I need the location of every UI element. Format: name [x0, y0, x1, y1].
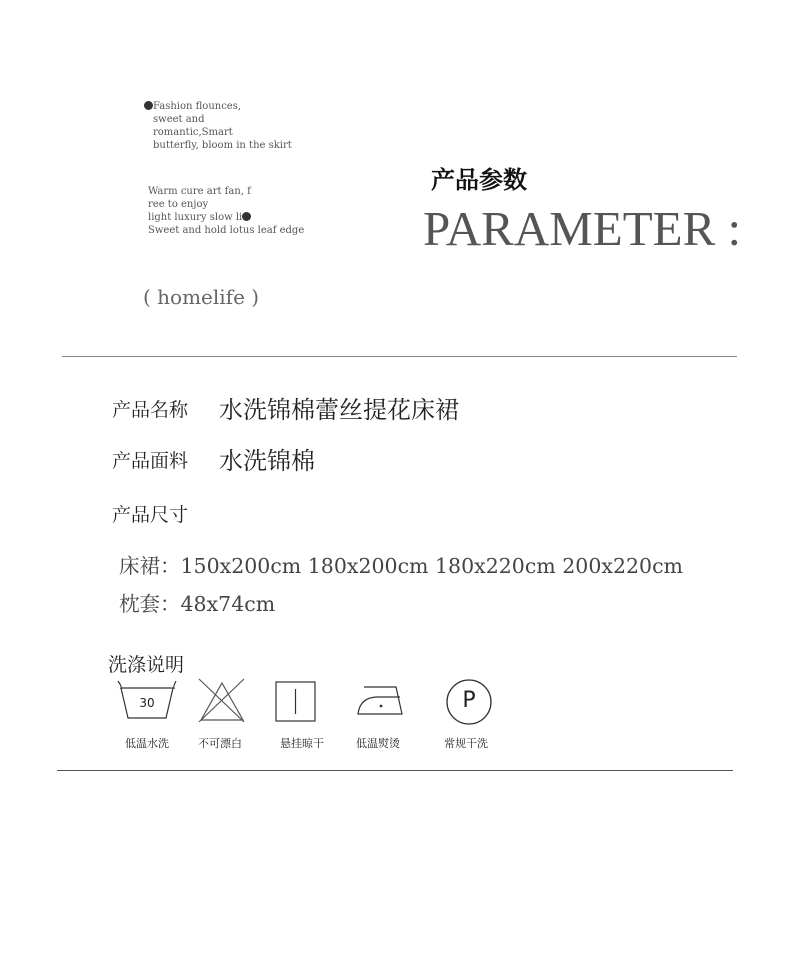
decor-line: ree to enjoy	[148, 199, 209, 210]
divider-top	[62, 356, 737, 357]
iron-low-icon	[356, 683, 404, 717]
page-title-en: PARAMETER :	[423, 201, 742, 256]
page-title-cn: 产品参数	[431, 166, 527, 194]
brand-subtitle: ( homelife )	[143, 285, 260, 309]
decor-line: Fashion flounces,	[153, 101, 242, 112]
product-fabric-label: 产品面料	[112, 450, 189, 472]
size-pillowcase: 枕套：48x74cm	[119, 592, 276, 616]
hang-dry-icon	[275, 681, 317, 723]
decor-text-block-2	[148, 185, 304, 237]
care-label-bleach: 不可漂白	[198, 737, 242, 750]
divider-bottom	[57, 770, 733, 771]
product-name-label: 产品名称	[112, 399, 189, 421]
decor-line: Warm cure art fan, f	[148, 186, 251, 197]
bullet-dot-icon	[144, 101, 153, 110]
care-label-dry: 悬挂晾干	[280, 737, 324, 750]
decor-line: sweet and	[153, 114, 205, 125]
bullet-dot-icon	[242, 212, 251, 221]
decor-text-block-1	[144, 100, 292, 152]
product-name-value: 水洗锦棉蕾丝提花床裙	[219, 396, 459, 424]
decor-line: Sweet and hold lotus leaf edge	[148, 225, 305, 236]
care-label-iron: 低温熨烫	[356, 737, 400, 750]
no-bleach-icon	[197, 677, 247, 723]
dry-clean-icon	[445, 678, 493, 726]
product-size-label: 产品尺寸	[112, 504, 189, 526]
decor-line: butterfly, bloom in the skirt	[153, 140, 292, 151]
decor-line: light luxury slow li	[148, 212, 243, 223]
care-title: 洗涤说明	[108, 654, 185, 676]
size-bedskirt: 床裙：150x200cm 180x200cm 180x220cm 200x220cm	[119, 554, 684, 578]
wash-temp: 30	[139, 696, 155, 710]
decor-line: romantic,Smart	[153, 127, 233, 138]
care-label-wash: 低温水洗	[125, 737, 169, 750]
care-label-dryclean: 常规干洗	[444, 737, 488, 750]
product-fabric-value: 水洗锦棉	[219, 447, 315, 475]
wash-30-icon	[116, 679, 178, 721]
dry-clean-letter: P	[462, 688, 476, 713]
